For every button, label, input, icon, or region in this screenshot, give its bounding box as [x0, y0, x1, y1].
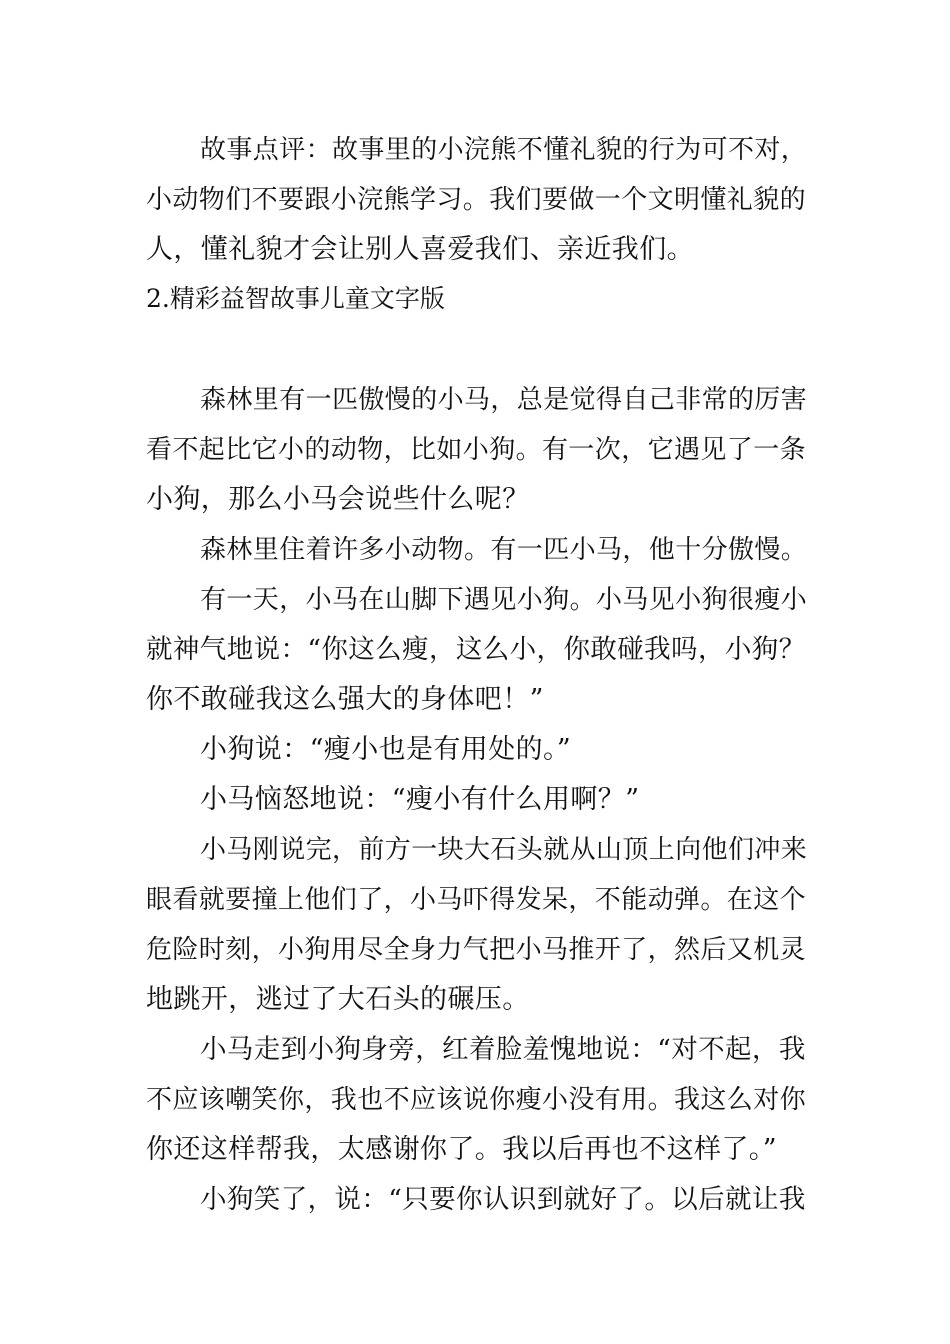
story-line: 你不敢碰我这么强大的身体吧！” [146, 684, 544, 715]
story-line: 危险时刻，小狗用尽全身力气把小马推开了，然后又机灵 [146, 935, 807, 965]
section-heading: 2.精彩益智故事儿童文字版 [146, 284, 445, 313]
story-line: 小马走到小狗身旁，红着脸羞愧地说：“对不起，我 [200, 1034, 806, 1065]
story-line: 小狗，那么小马会说些什么呢？ [146, 484, 530, 515]
story-line: 眼看就要撞上他们了，小马吓得发呆，不能动弹。在这个 [146, 885, 807, 915]
story-line: 森林里住着许多小动物。有一匹小马，他十分傲慢。 [200, 535, 808, 565]
story-line: 不应该嘲笑你，我也不应该说你瘦小没有用。我这么对你 [146, 1085, 807, 1115]
story-line: 有一天，小马在山脚下遇见小狗。小马见小狗很瘦小 [200, 585, 808, 615]
story-line: 看不起比它小的动物，比如小狗。有一次，它遇见了一条 [146, 435, 807, 465]
story-line: 小马恼怒地说：“瘦小有什么用啊？” [200, 784, 640, 815]
story-line: 小马刚说完，前方一块大石头就从山顶上向他们冲来 [200, 835, 808, 865]
review-line-3: 人，懂礼貌才会让别人喜爱我们、亲近我们。 [146, 234, 694, 265]
review-line-1: 故事点评：故事里的小浣熊不懂礼貌的行为可不对， [200, 135, 808, 165]
review-line-2: 小动物们不要跟小浣熊学习。我们要做一个文明懂礼貌的 [146, 185, 807, 215]
story-line: 地跳开，逃过了大石头的碾压。 [146, 984, 530, 1015]
story-line: 你还这样帮我，太感谢你了。我以后再也不这样了。” [146, 1134, 777, 1165]
story-line: 就神气地说：“你这么瘦，这么小，你敢碰我吗，小狗？ [146, 634, 806, 665]
story-line: 小狗说：“瘦小也是有用处的。” [200, 734, 572, 765]
story-line: 森林里有一匹傲慢的小马，总是觉得自己非常的厉害 [200, 385, 808, 415]
story-line: 小狗笑了，说：“只要你认识到就好了。以后就让我 [200, 1184, 806, 1215]
